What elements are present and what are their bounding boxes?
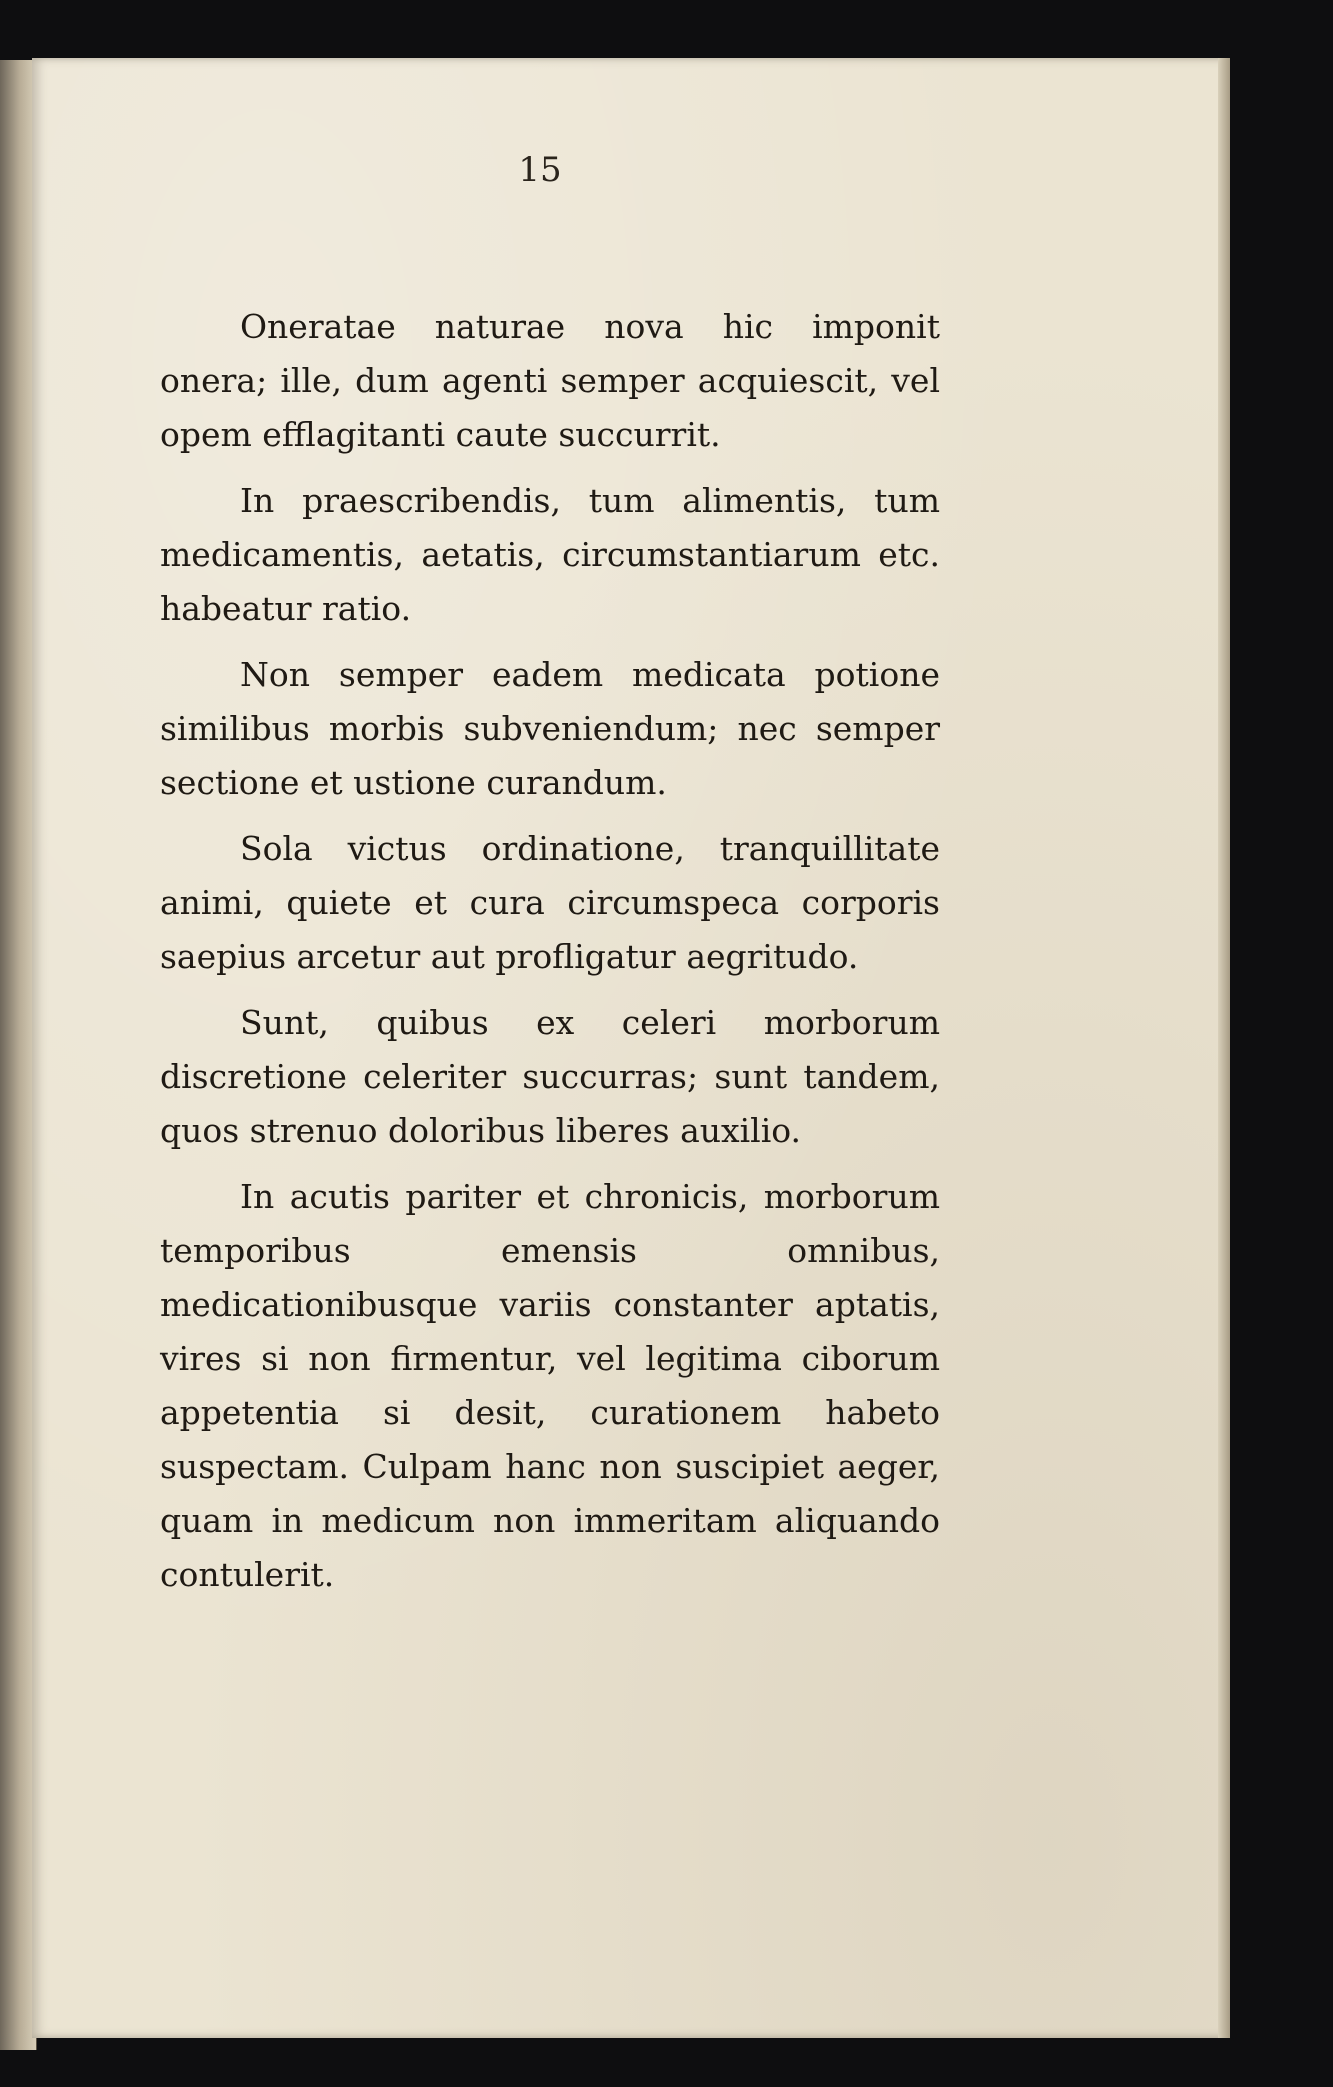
paragraph: In praescribendis, tum alimentis, tum medicamentis, aetatis, circumstantiarum etc. habeatur ratio. <box>160 481 940 628</box>
paragraph: Sola victus ordinatione, tranquillitate animi, quiete et cura circumspeca corporis saepius arcetur aut profligatur aegritudo. <box>160 829 940 976</box>
paragraph: Sunt, quibus ex celeri morborum discretione celeriter succurras; sunt tandem, quos strenuo doloribus liberes auxilio. <box>160 1003 940 1150</box>
paragraph: Non semper eadem medicata potione similibus morbis subveniendum; nec semper sectione et ustione curandum. <box>160 655 940 802</box>
paragraph: In acutis pariter et chronicis, morborum temporibus emensis omnibus, medicationibusque variis constanter aptatis, vires si non firmentur, vel legitima ciborum appetentia si desit, curationem habeto suspectam. Culpam hanc non suscipiet aeger, quam in medicum non immeritam aliquando contulerit. <box>160 1177 940 1594</box>
page-number: 15 <box>518 150 562 190</box>
page-fore-edge <box>1218 58 1230 2038</box>
page-body-text <box>160 300 940 1614</box>
paragraph: Oneratae naturae nova hic imponit onera; ille, dum agenti semper acquiescit, vel opem efflagitanti caute succurrit. <box>160 307 940 454</box>
